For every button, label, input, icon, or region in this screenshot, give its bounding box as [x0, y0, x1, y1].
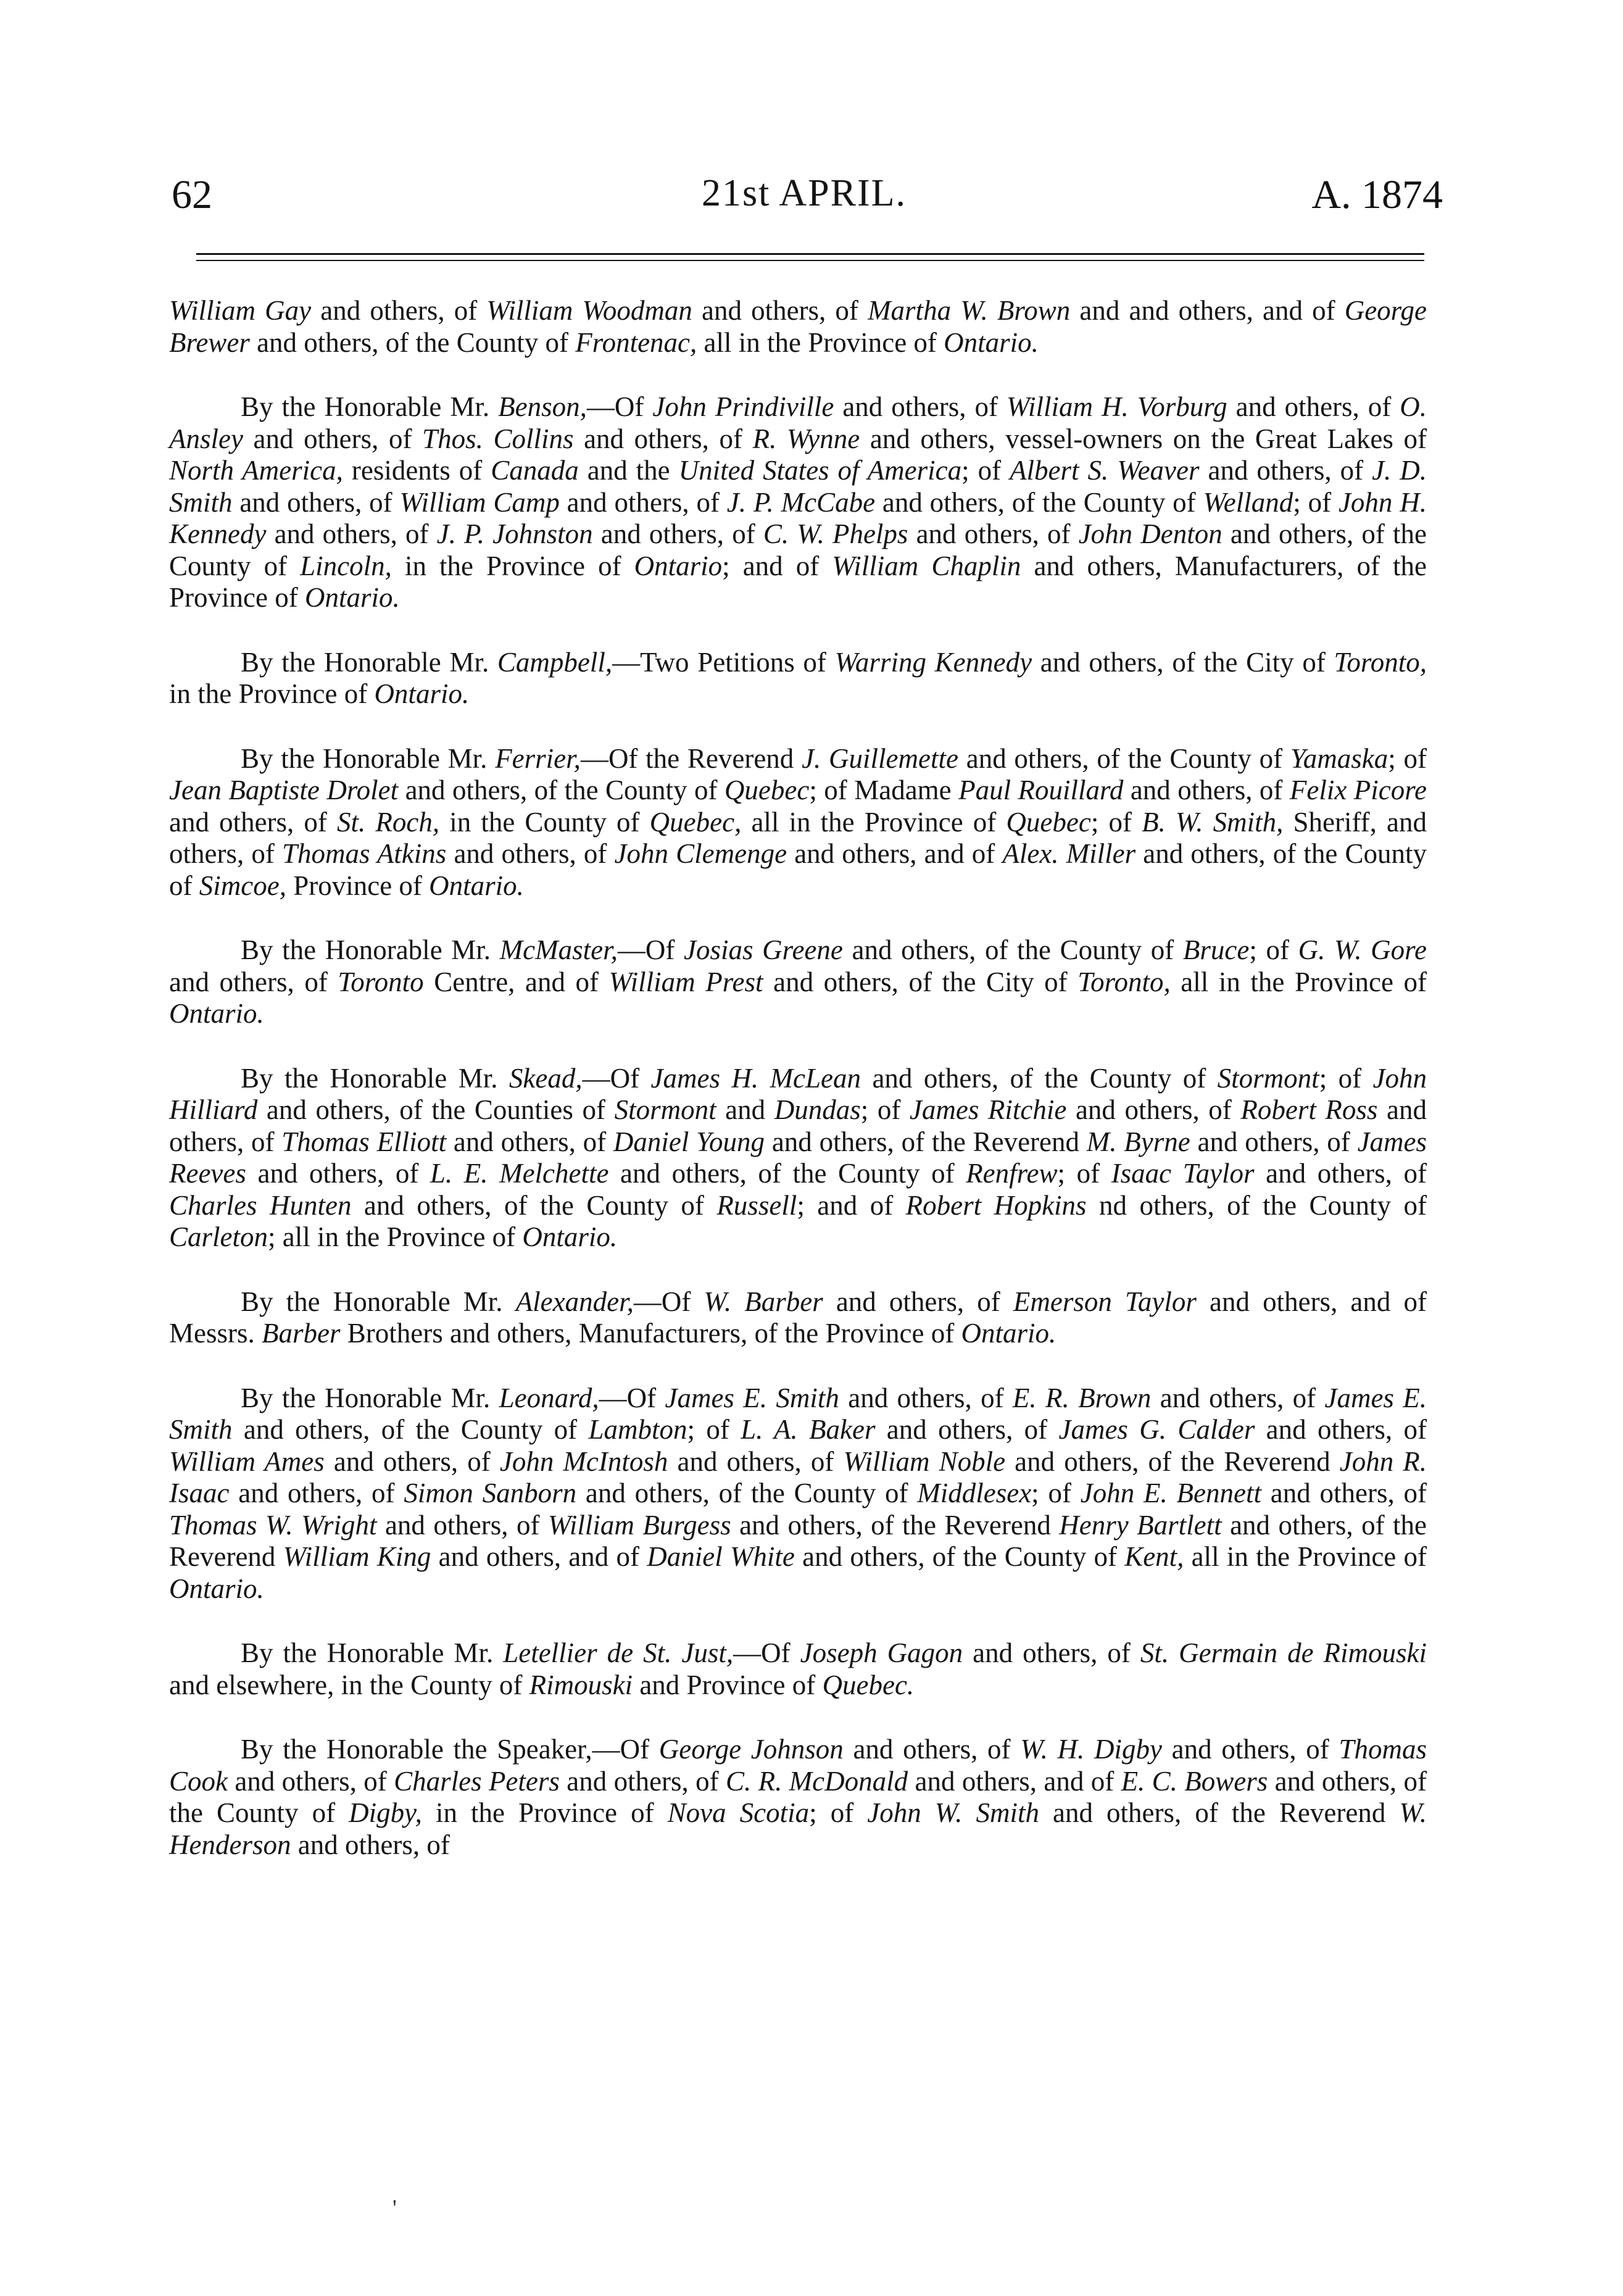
text-run: and others, of the County of: [794, 1541, 1125, 1572]
petition-paragraph: [169, 647, 1427, 710]
text-run: and Province of: [633, 1669, 823, 1700]
italic-name-run: Quebec,: [649, 806, 742, 838]
text-run: in the Province of: [421, 1797, 668, 1828]
italic-name-run: Ontario.: [944, 327, 1039, 358]
italic-name-run: Warring Kennedy: [834, 646, 1032, 678]
text-run: and others, of the County of: [169, 518, 1427, 581]
italic-name-run: Barber: [262, 1318, 341, 1349]
italic-name-run: North America,: [169, 455, 343, 486]
text-run: nd others, of the County of: [1086, 1189, 1427, 1221]
text-run: ; of: [961, 455, 1010, 486]
text-run: and others, of: [376, 1509, 548, 1541]
italic-name-run: B. W. Smith,: [1142, 806, 1284, 838]
petition-paragraph: [169, 1637, 1427, 1701]
italic-name-run: Carleton: [169, 1221, 268, 1252]
text-run: —Of: [599, 1382, 665, 1413]
text-run: Province of: [286, 870, 430, 901]
italic-name-run: Charles Peters: [394, 1765, 560, 1797]
italic-name-run: Robert Ross: [1240, 1094, 1378, 1125]
text-run: —Of: [733, 1637, 800, 1668]
italic-name-run: James G. Calder: [1058, 1414, 1255, 1445]
italic-name-run: J. D. Smith: [169, 455, 1427, 518]
italic-name-run: C. R. McDonald: [725, 1765, 908, 1797]
italic-name-run: Stormont: [1217, 1062, 1319, 1094]
italic-name-run: Thomas W. Wright: [169, 1509, 377, 1541]
petition-paragraph: [169, 1063, 1427, 1254]
italic-name-run: Toronto: [338, 966, 424, 997]
italic-name-run: John H. Kennedy: [169, 486, 1427, 549]
text-run: and others, of: [324, 1445, 500, 1477]
italic-name-run: Lambton: [588, 1414, 687, 1445]
text-run: ; all in the Province of: [268, 1221, 523, 1252]
text-run: ; and of: [722, 550, 832, 581]
text-run: and others, of the County of: [351, 1189, 717, 1221]
text-run: ; and of: [797, 1189, 906, 1221]
text-run: ; of: [1031, 1478, 1081, 1508]
italic-name-run: Felix Picore: [1289, 775, 1427, 805]
italic-name-run: Daniel Young: [613, 1126, 765, 1157]
italic-name-run: Lincoln,: [300, 550, 392, 581]
text-run: all in the Province of: [1184, 1541, 1427, 1572]
text-run: ; of: [1249, 934, 1298, 965]
italic-name-run: William Camp: [399, 486, 560, 518]
italic-name-run: Canada: [491, 455, 579, 486]
text-run: —Of: [582, 1062, 651, 1094]
italic-name-run: John McIntosh: [499, 1445, 668, 1477]
italic-name-run: E. R. Brown: [1012, 1382, 1152, 1413]
text-run: ; of: [809, 1797, 868, 1828]
petition-paragraph: [169, 1383, 1427, 1605]
text-run: —Of: [633, 1286, 704, 1317]
text-run: —Of: [586, 391, 653, 422]
text-run: and others, of: [692, 295, 868, 326]
italic-name-run: William Woodman: [486, 295, 692, 326]
italic-name-run: Ontario.: [429, 870, 524, 901]
italic-name-run: Josias Greene: [684, 934, 843, 965]
text-run: and: [716, 1094, 774, 1125]
text-run: and others, of the Reverend: [1005, 1445, 1340, 1477]
text-run: ; of: [687, 1414, 741, 1445]
page-number: 62: [172, 172, 212, 217]
text-run: and others, of the County of: [398, 775, 724, 805]
italic-name-run: William Noble: [843, 1445, 1006, 1477]
text-run: and others, of: [843, 1734, 1021, 1765]
header-rule-top: [196, 253, 1424, 255]
petition-paragraph: [169, 1734, 1427, 1861]
text-run: and others, of: [291, 1829, 450, 1860]
italic-name-run: William H. Vorburg: [1007, 391, 1227, 422]
text-run: and others, of: [169, 966, 338, 997]
text-run: By the Honorable Mr.: [241, 646, 497, 678]
text-run: —Of: [617, 934, 684, 965]
text-run: By the Honorable Mr.: [241, 934, 500, 965]
petition-paragraph: [169, 295, 1427, 359]
italic-name-run: John W. Smith: [867, 1797, 1039, 1828]
text-run: By the Honorable Mr.: [241, 391, 499, 422]
text-run: and others, of: [668, 1445, 844, 1477]
text-run: and others, of the City of: [763, 966, 1078, 997]
text-run: and others, vessel-owners on the Great Lakes of: [860, 423, 1427, 454]
text-run: and others, Manufacturers, of the Province of: [169, 550, 1427, 613]
text-run: residents of: [342, 455, 491, 486]
text-run: and others, of: [1161, 1734, 1339, 1765]
italic-name-run: Ontario.: [169, 1573, 264, 1604]
italic-name-run: Ontario: [634, 550, 723, 581]
italic-name-run: William Prest: [608, 966, 763, 997]
text-run: and others, of: [1199, 455, 1372, 486]
italic-name-run: Dundas: [774, 1094, 861, 1125]
italic-name-run: Rimouski: [529, 1669, 633, 1700]
italic-name-run: Alexander,: [515, 1286, 634, 1317]
text-run: and others, of: [963, 1637, 1140, 1668]
text-run: and others, and of: [908, 1765, 1121, 1797]
text-run: By the Honorable Mr.: [241, 1382, 499, 1413]
italic-name-run: J. P. McCabe: [726, 486, 876, 518]
italic-name-run: Frontenac,: [575, 327, 697, 358]
italic-name-run: Ontario.: [522, 1221, 618, 1252]
text-run: ; of: [1293, 486, 1339, 518]
italic-name-run: Nova Scotia: [667, 1797, 810, 1828]
header-rule-bottom: [196, 260, 1424, 261]
text-run: and others, of: [875, 1414, 1059, 1445]
italic-name-run: Ontario.: [304, 582, 400, 613]
italic-name-run: C. W. Phelps: [763, 518, 908, 549]
text-run: ; of: [1090, 806, 1142, 838]
text-run: and others, of: [1254, 1158, 1427, 1189]
italic-name-run: James E. Smith: [665, 1382, 839, 1413]
text-run: and others, of the County of: [232, 1414, 589, 1445]
italic-name-run: Quebec.: [822, 1669, 915, 1700]
text-run: and others, of the County of: [576, 1478, 918, 1508]
italic-name-run: Emerson Taylor: [1013, 1286, 1197, 1317]
text-run: and others, of the City of: [1032, 646, 1334, 678]
italic-name-run: Thomas Elliott: [281, 1126, 447, 1157]
italic-name-run: Quebec: [724, 775, 810, 805]
italic-name-run: John R. Isaac: [169, 1445, 1427, 1508]
italic-name-run: John Denton: [1078, 518, 1222, 549]
italic-name-run: Charles Hunten: [169, 1189, 352, 1221]
italic-name-run: Renfrew: [966, 1158, 1058, 1189]
italic-name-run: Alex. Miller: [1002, 838, 1136, 869]
italic-name-run: W. H. Digby: [1020, 1734, 1162, 1765]
italic-name-run: Letellier de St. Just,: [503, 1637, 734, 1668]
text-run: and others, of: [559, 1765, 726, 1797]
italic-name-run: James Ritchie: [909, 1094, 1067, 1125]
text-run: and others, of: [1151, 1382, 1325, 1413]
text-run: and others, of: [823, 1286, 1013, 1317]
header-year: A. 1874: [1311, 172, 1443, 217]
italic-name-run: E. C. Bowers: [1121, 1765, 1268, 1797]
italic-name-run: Albert S. Weaver: [1010, 455, 1200, 486]
italic-name-run: Joseph Gagon: [800, 1637, 963, 1668]
italic-name-run: Martha W. Brown: [868, 295, 1071, 326]
text-run: —Two Petitions of: [612, 646, 835, 678]
text-run: in the County of: [439, 806, 650, 838]
italic-name-run: George Brewer: [169, 295, 1427, 358]
text-run: and others, of: [592, 518, 763, 549]
italic-name-run: Campbell,: [497, 646, 613, 678]
text-run: ; of: [1319, 1062, 1373, 1094]
italic-name-run: James E. Smith: [169, 1382, 1427, 1445]
text-run: and others, of the Reverend: [1039, 1797, 1400, 1828]
italic-name-run: Simcoe,: [199, 870, 286, 901]
italic-name-run: Quebec: [1006, 806, 1091, 838]
italic-name-run: W. Henderson: [169, 1797, 1427, 1860]
text-run: and others, of the County of: [842, 934, 1183, 965]
italic-name-run: Henry Bartlett: [1059, 1509, 1222, 1541]
text-run: and others, of: [1190, 1126, 1358, 1157]
text-run: and others, of: [1066, 1094, 1241, 1125]
text-run: By the Honorable Mr.: [241, 1637, 504, 1668]
italic-name-run: L. A. Baker: [741, 1414, 876, 1445]
italic-name-run: William Ames: [169, 1445, 325, 1477]
italic-name-run: Isaac Taylor: [1111, 1158, 1255, 1189]
italic-name-run: George Johnson: [658, 1734, 844, 1765]
text-run: and others, of the Reverend: [765, 1126, 1087, 1157]
text-run: and others, of: [1123, 775, 1290, 805]
text-run: and others, of: [229, 1478, 404, 1508]
text-run: and elsewhere, in the County of: [169, 1669, 529, 1700]
text-run: and others, of the County of: [249, 327, 576, 358]
italic-name-run: M. Byrne: [1086, 1126, 1190, 1157]
italic-name-run: Ontario.: [374, 678, 470, 709]
text-run: and others, of the County of: [958, 742, 1290, 774]
italic-name-run: Simon Sanborn: [404, 1478, 577, 1508]
text-run: ; of Madame: [809, 775, 959, 805]
italic-name-run: James Reeves: [169, 1126, 1427, 1189]
italic-name-run: O. Ansley: [169, 391, 1427, 454]
text-run: and others, of: [243, 423, 423, 454]
text-run: and others, and of: [787, 838, 1003, 869]
italic-name-run: James H. McLean: [650, 1062, 861, 1094]
text-run: and others, of: [908, 518, 1079, 549]
italic-name-run: Toronto,: [1334, 646, 1427, 678]
italic-name-run: Jean Baptiste Drolet: [169, 775, 399, 805]
text-run: and others, of: [246, 1158, 430, 1189]
text-run: and the: [578, 455, 679, 486]
text-run: By the Honorable Mr.: [241, 1286, 516, 1317]
italic-name-run: Ontario.: [961, 1318, 1056, 1349]
italic-name-run: William Burgess: [547, 1509, 731, 1541]
italic-name-run: Middlesex: [917, 1478, 1032, 1508]
text-run: all in the Province of: [1170, 966, 1427, 997]
petition-paragraph: [169, 391, 1427, 614]
text-run: and others, of: [559, 486, 727, 518]
text-run: Centre, and of: [423, 966, 609, 997]
text-run: in the Province of: [391, 550, 634, 581]
petition-paragraph: [169, 743, 1427, 902]
text-run: and others, of: [232, 486, 400, 518]
italic-name-run: Robert Hopkins: [905, 1189, 1087, 1221]
italic-name-run: Yamaska: [1290, 742, 1388, 774]
text-run: and others, of the County of: [875, 486, 1203, 518]
italic-name-run: United States of America: [678, 455, 962, 486]
text-run: and others, of: [1227, 391, 1400, 422]
italic-name-run: Thomas Cook: [169, 1734, 1427, 1797]
italic-name-run: Thos. Collins: [422, 423, 574, 454]
italic-name-run: Welland: [1203, 486, 1293, 518]
italic-name-run: William Gay: [169, 295, 312, 326]
text-run: all in the Province of: [697, 327, 944, 358]
italic-name-run: Benson,: [498, 391, 587, 422]
italic-name-run: L. E. Melchette: [430, 1158, 609, 1189]
text-run: and others, of: [169, 806, 338, 838]
italic-name-run: John Hilliard: [169, 1062, 1427, 1125]
text-run: and others, of the County of: [169, 1765, 1427, 1828]
text-run: and others, and of Messrs.: [169, 1286, 1427, 1349]
text-run: all in the Province of: [741, 806, 1007, 838]
italic-name-run: Ontario.: [169, 998, 264, 1029]
text-run: and others, of: [169, 1094, 1427, 1157]
italic-name-run: Bruce: [1182, 934, 1250, 965]
italic-name-run: Russell: [716, 1189, 797, 1221]
italic-name-run: J. P. Johnston: [436, 518, 593, 549]
text-run: and others, of the Counties of: [257, 1094, 615, 1125]
text-run: and others, of the Reverend: [731, 1509, 1060, 1541]
text-run: and and others, and of: [1070, 295, 1345, 326]
text-run: and others, of: [573, 423, 753, 454]
page-header: [165, 165, 1443, 221]
text-run: By the Honorable the Speaker,—Of: [241, 1734, 659, 1765]
body-text: [169, 295, 1427, 1894]
text-run: and others, and of: [431, 1541, 647, 1572]
italic-name-run: John Clemenge: [614, 838, 787, 869]
italic-name-run: G. W. Gore: [1298, 934, 1427, 965]
text-run: and others, of: [311, 295, 487, 326]
text-run: Sheriff, and others, of: [169, 806, 1427, 869]
italic-name-run: St. Roch,: [337, 806, 440, 838]
text-run: and others, of: [228, 1765, 394, 1797]
text-run: and others, of the Reverend: [169, 1509, 1427, 1572]
italic-name-run: William King: [283, 1541, 431, 1572]
italic-name-run: J. Guillemette: [802, 742, 958, 774]
italic-name-run: McMaster,: [499, 934, 618, 965]
text-run: and others, of the County of: [861, 1062, 1218, 1094]
footer-mark: ': [392, 2195, 397, 2221]
text-run: Brothers and others, Manufacturers, of the Province of: [340, 1318, 961, 1349]
petition-paragraph: [169, 934, 1427, 1030]
text-run: and others, of: [266, 518, 437, 549]
text-run: ; of: [1057, 1158, 1111, 1189]
text-run: and others, of: [446, 838, 615, 869]
text-run: By the Honorable Mr.: [241, 742, 496, 774]
text-run: and others, of: [1255, 1414, 1427, 1445]
italic-name-run: Daniel White: [647, 1541, 795, 1572]
text-run: and others, of the County of: [608, 1158, 966, 1189]
text-run: ; of: [860, 1094, 910, 1125]
italic-name-run: Leonard,: [499, 1382, 599, 1413]
italic-name-run: Ferrier,: [495, 742, 581, 774]
text-run: ; of: [1388, 742, 1427, 774]
text-run: —Of the Reverend: [580, 742, 802, 774]
text-run: in the Province of: [169, 678, 375, 709]
italic-name-run: R. Wynne: [752, 423, 860, 454]
italic-name-run: Paul Rouillard: [958, 775, 1124, 805]
italic-name-run: Digby,: [349, 1797, 422, 1828]
italic-name-run: St. Germain de Rimouski: [1140, 1637, 1427, 1668]
text-run: and others, of the County of: [169, 838, 1427, 901]
italic-name-run: Skead,: [508, 1062, 583, 1094]
italic-name-run: Thomas Atkins: [281, 838, 447, 869]
text-run: By the Honorable Mr.: [241, 1062, 509, 1094]
italic-name-run: Toronto,: [1077, 966, 1171, 997]
header-date: 21st APRIL.: [701, 172, 907, 214]
italic-name-run: Kent,: [1124, 1541, 1184, 1572]
text-run: and others, of: [446, 1126, 613, 1157]
italic-name-run: W. Barber: [704, 1286, 823, 1317]
petition-paragraph: [169, 1286, 1427, 1350]
text-run: and others, of: [839, 1382, 1013, 1413]
text-run: and others, of: [1261, 1478, 1427, 1508]
italic-name-run: John E. Bennett: [1080, 1478, 1261, 1508]
italic-name-run: John Prindiville: [652, 391, 834, 422]
italic-name-run: Stormont: [614, 1094, 716, 1125]
italic-name-run: William Chaplin: [832, 550, 1021, 581]
text-run: and others, of: [834, 391, 1007, 422]
